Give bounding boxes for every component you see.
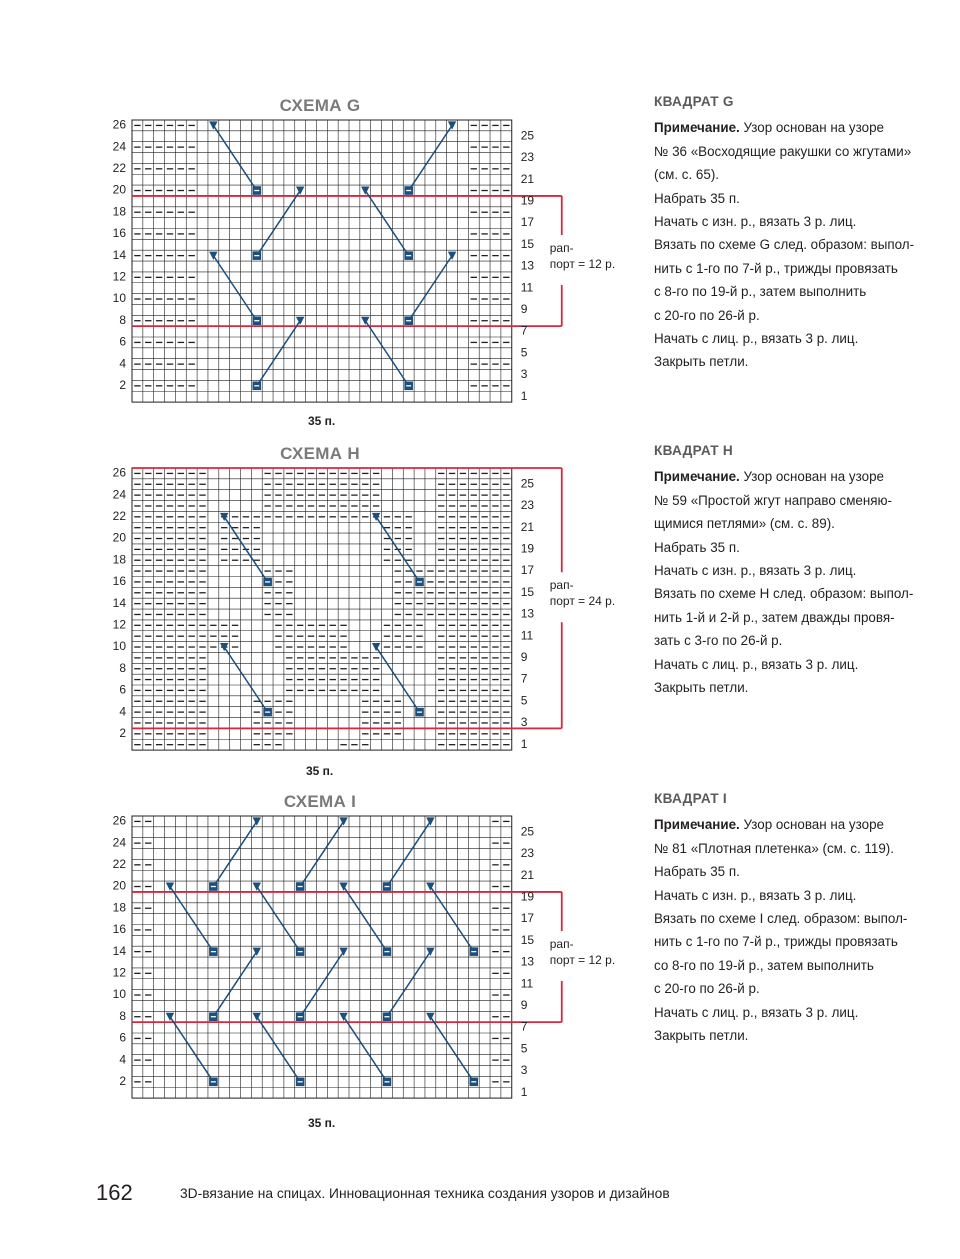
text-line: со 8-го по 19-й р., затем выполнить [654,957,874,973]
row-number-right: 25 [520,128,535,143]
row-number-right: 3 [520,1063,528,1078]
stitch-count-label: 35 п. [308,1116,336,1130]
row-number-right: 23 [520,498,535,513]
row-number-right: 19 [520,541,535,556]
row-number-left: 4 [119,704,126,719]
row-number-right: 15 [520,236,535,251]
row-number-left: 12 [112,617,126,632]
text-line: Вязать по схеме G след. образом: выпол- [654,237,915,253]
knitting-chart-h [100,466,640,801]
row-number-left: 20 [112,182,126,197]
row-number-right: 7 [520,323,528,338]
row-number-left: 18 [112,552,126,567]
text-line: с 20-го по 26-й р. [654,981,760,997]
chart-grid [132,816,512,1098]
row-number-left: 14 [112,247,126,262]
row-number-right: 9 [520,302,528,317]
row-number-left: 12 [112,269,126,284]
text-line: нить с 1-го по 7-й р., трижды провязать [654,934,898,950]
row-number-right: 23 [520,846,535,861]
row-number-left: 6 [119,334,126,349]
repeat-label: порт = 24 р. [549,594,616,609]
row-number-left: 10 [112,987,126,1002]
row-number-right: 15 [520,932,535,947]
text-line: с 8-го по 19-й р., затем выполнить [654,284,867,300]
row-number-left: 26 [112,465,126,480]
chart-title: СХЕМА I [283,792,357,811]
square-h-text [654,439,944,699]
row-number-left: 2 [119,725,126,740]
row-number-right: 21 [520,867,535,882]
text-line: Закрыть петли. [654,354,749,370]
row-number-right: 17 [520,563,535,578]
chart-grid [132,120,512,402]
row-number-right: 11 [520,976,534,991]
row-number-right: 1 [520,736,528,751]
text-line: нить с 1-го по 7-й р., трижды провязать [654,260,898,276]
book-title: 3D-вязание на спицах. Инновационная техника создания узоров и дизайнов [180,1186,670,1201]
text-line: нить 1-й и 2-й р., затем дважды провя- [654,609,895,625]
row-number-left: 14 [112,595,126,610]
row-number-right: 9 [520,650,528,665]
row-number-left: 16 [112,922,126,937]
square-heading: КВАДРАТ H [654,443,734,458]
note-label: Примечание. [654,469,740,485]
square-heading: КВАДРАТ G [654,94,734,109]
text-line: Узор основан на узоре [743,817,884,833]
stitch-count-label: 35 п. [306,764,334,778]
row-number-right: 13 [520,954,535,969]
text-line: Набрать 35 п. [654,539,740,555]
row-number-right: 11 [520,628,534,643]
square-heading: КВАДРАТ I [654,791,728,806]
row-number-right: 3 [520,715,528,730]
row-number-left: 20 [112,530,126,545]
row-number-right: 5 [520,1041,528,1056]
row-number-right: 23 [520,150,535,165]
note-line [654,465,944,488]
row-number-right: 13 [520,258,535,273]
row-number-right: 21 [520,519,535,534]
row-number-right: 19 [520,889,535,904]
row-number-right: 21 [520,171,535,186]
row-number-left: 4 [119,1052,126,1067]
text-line: № 59 «Простой жгут направо сменяю- [654,492,892,508]
knitting-chart-i [100,814,640,1149]
row-number-left: 10 [112,291,126,306]
row-number-right: 7 [520,671,528,686]
row-number-left: 26 [112,813,126,828]
row-number-left: 22 [112,856,126,871]
text-line: Вязать по схеме I след. образом: выпол- [654,911,908,927]
text-line: Начать с лиц. р., вязать 3 р. лиц. [654,656,859,672]
row-number-left: 22 [112,160,126,175]
row-number-left: 4 [119,356,126,371]
text-line: Набрать 35 п. [654,190,740,206]
row-number-left: 24 [112,487,126,502]
stitch-count-label: 35 п. [308,414,336,428]
row-number-left: 20 [112,878,126,893]
text-line: Начать с изн. р., вязать 3 р. лиц. [654,214,857,230]
repeat-label: рап- [549,937,574,952]
text-line: № 36 «Восходящие ракушки со жгутами» [654,143,912,159]
row-number-left: 2 [119,377,126,392]
row-number-right: 3 [520,367,528,382]
text-line: Начать с изн. р., вязать 3 р. лиц. [654,887,857,903]
row-number-right: 5 [520,345,528,360]
text-line: (см. с. 65). [654,167,720,183]
repeat-label: рап- [549,578,574,593]
text-line: Узор основан на узоре [743,469,884,485]
row-number-right: 15 [520,584,535,599]
row-number-left: 10 [112,639,126,654]
repeat-label: порт = 12 р. [549,257,616,272]
page-number: 162 [96,1180,133,1205]
row-number-right: 17 [520,215,535,230]
text-line: с 20-го по 26-й р. [654,307,760,323]
square-g-text [654,90,944,374]
row-number-right: 9 [520,998,528,1013]
chart-title: СХЕМА H [280,444,360,463]
text-line: Начать с лиц. р., вязать 3 р. лиц. [654,331,859,347]
repeat-label: порт = 12 р. [549,953,616,968]
row-number-right: 13 [520,606,535,621]
row-number-left: 8 [119,660,126,675]
row-number-left: 18 [112,204,126,219]
row-number-right: 17 [520,911,535,926]
row-number-left: 16 [112,226,126,241]
text-line: Закрыть петли. [654,1028,749,1044]
row-number-right: 1 [520,1084,528,1099]
row-number-left: 8 [119,312,126,327]
text-line: Закрыть петли. [654,680,749,696]
row-number-left: 8 [119,1008,126,1023]
text-line: Узор основан на узоре [743,120,884,136]
row-number-left: 6 [119,682,126,697]
row-number-left: 12 [112,965,126,980]
row-number-right: 1 [520,388,528,403]
row-number-left: 6 [119,1030,126,1045]
text-line: щимися петлями» (см. с. 89). [654,516,835,532]
row-number-right: 5 [520,693,528,708]
note-label: Примечание. [654,120,740,136]
text-line: Начать с изн. р., вязать 3 р. лиц. [654,563,857,579]
row-number-right: 25 [520,824,535,839]
text-line: Вязать по схеме H след. образом: выпол- [654,586,914,602]
square-i-text [654,787,944,1047]
row-number-left: 22 [112,508,126,523]
row-number-left: 26 [112,117,126,132]
row-number-left: 24 [112,835,126,850]
text-line: зать с 3-го по 26-й р. [654,633,783,649]
row-number-right: 19 [520,193,535,208]
note-line [654,813,944,836]
chart-grid [132,468,512,750]
chart-title: СХЕМА G [279,96,361,115]
note-label: Примечание. [654,817,740,833]
row-number-left: 18 [112,900,126,915]
row-number-right: 7 [520,1019,528,1034]
text-line: № 81 «Плотная плетенка» (см. с. 119). [654,840,894,856]
row-number-right: 11 [520,280,534,295]
row-number-left: 24 [112,139,126,154]
text-line: Набрать 35 п. [654,864,740,880]
text-line: Начать с лиц. р., вязать 3 р. лиц. [654,1004,859,1020]
row-number-left: 2 [119,1073,126,1088]
note-line [654,116,944,139]
knitting-chart-g [100,118,640,453]
row-number-left: 16 [112,574,126,589]
repeat-label: рап- [549,241,574,256]
row-number-right: 25 [520,476,535,491]
row-number-left: 14 [112,943,126,958]
